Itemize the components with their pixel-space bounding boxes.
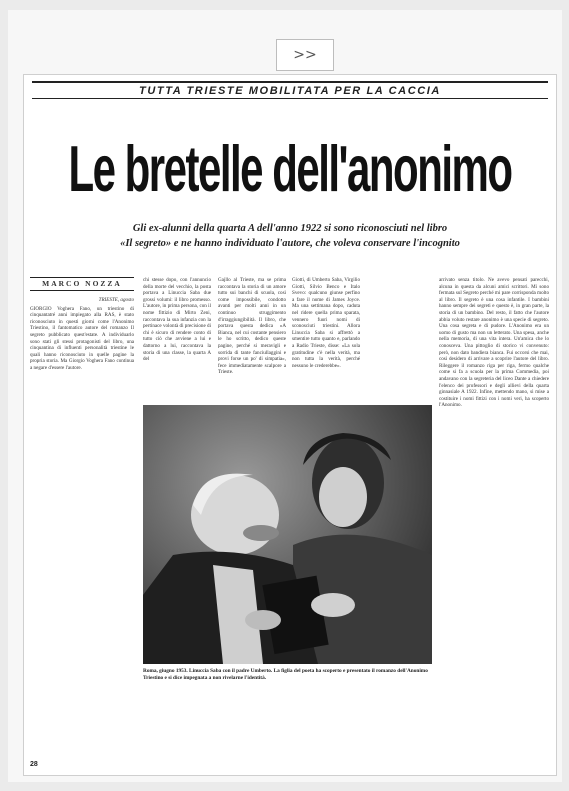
next-page-button[interactable]: >> [276,39,334,71]
deck-line-1: Gli ex-alunni della quarta A dell'anno 1922 si sono riconosciuti nel libro [132,223,448,234]
page-number: 28 [30,761,38,768]
column-4-text: Giotti, di Umberto Saba, Virgilio Giotti, Silvio Benco e Italo Svevo: qualcuno giunse perfino a fare il nome di James Joyce. Ma una settimana dopo, caduta nel ridere quella prima sparata, vennero fuori nomi di sconosciuti triestini. Allora Linuccia Saba si affrettò a smentire tutto quanto e, parlando a Radio Trieste, disse: «La sola gratitudine c'è nella verità, ma non tutta la verità, perché nessuno le crederebbe». [292,277,360,369]
text-column-1 [30,277,134,757]
document-sheet [8,10,562,782]
text-column-2 [143,277,211,397]
text-column-3 [218,277,286,397]
headline: Le bretelle dell'anonimo [68,131,512,205]
deck-line-2: «Il segreto» e ne hanno individuato l'autore, che voleva conservare l'incognito [120,238,460,249]
text-column-5 [439,277,549,765]
news-photo [143,405,432,664]
photo-caption: Roma, giugno 1953. Linuccia Saba con il padre Umberto. La figlia del poeta ha scoperto e presentato il romanzo dell'Anonimo Triestino e si dice impegnata a non rivelarne l'identità. [143,668,428,681]
dateline: TRIESTE, agosto [98,297,134,303]
column-2-text: chi stesse dopo, con l'annuncio della morte del vecchio, la posta portava a Linuccia Saba due grossi volumi: il libro promesso. L'autore, in prima persona, con il nome fittizio di Mirto Zeni, raccontava la sua infanzia con la pertinace volontà di precisione di chi è sicuro di rendere conto di tutto ciò che avviene a lui e dattorno a lui, raccontava la storia di una classe, la quarta A del [143,277,211,363]
column-5-text: arrivato senza titolo. Ne avevo pensati parecchi, alcuna in questa da alcuni amici scrittori. Mi sono fermata sul Segreto perché mi pare corrisponda molto al libro. Il segreto è una cosa infantile. I bambini hanno sempre dei segreti e questo è, in gran parte, la storia di un bambino. Del resto, il fatto che l'autore abbia voluto restare anonimo è una specie di segreto. Una cosa segreta e di pudore. L'Anonimo era un uomo di gusto ma non un letterato. Una spesa, anche nella memoria, di una vita intera. Un'amica che lo conosceva. Una pittoglio di storico vi convenuto: però, non dato bandiera bianca. Fui occorsi che mai, così desidero di arrivare a scoprire l'autore del libro. Rileggere il romanzo riga per riga, fermo qualche come si fa a scuola per la prima Commedia, poi andavano con la segreteria del liceo Dante a chiedere l'elenco dei professori e degli allievi della quarta ginnasiale A 1922. Infine, mettendo mano, si mise a costituire i nomi fittizi con i nomi veri, ha scoperto l'Anonimo. [439,277,549,409]
kicker: TUTTA TRIESTE MOBILITATA PER LA CACCIA [139,85,441,97]
column-3-text: Gajllo al Trieste, ma se prima raccontava la storia di un amore tutto sui banchi di scuola, così come impossibile, condotto avanti per molti anni in un continuo struggimento d'irraggiungibilità. Il libro, che portava questa dedica «A Bianca, nel cui costante pensiero le ho scritto, dedico queste pagine, perché si meravigli e sorrida di tante fanciullaggini e provi forse un po' di simpatia», fece immediatamente scalpore a Trieste. [218,277,286,376]
deck [64,221,516,251]
magazine-page [23,74,557,776]
kicker-bar [32,81,548,99]
text-column-4 [292,277,360,397]
column-1-text: GIORGIO Voghera Fano, un triestino di cinquantatré anni impiegato alla RAS, è stato riconosciuto in questi giorni come l'Anonimo Triestino, il fantomatico autore del romanzo Il segreto pubblicato quest'estate. A individuarlo sono stati gli stessi protagonisti del libro, una cinquantina di influenti personalità triestine le quali hanno riconosciuto in quelle pagine la propria storia. Ma Giorgio Voghera Fano continua a negare d'essere l'autore. [30,305,134,371]
byline: MARCO NOZZA [30,277,134,291]
